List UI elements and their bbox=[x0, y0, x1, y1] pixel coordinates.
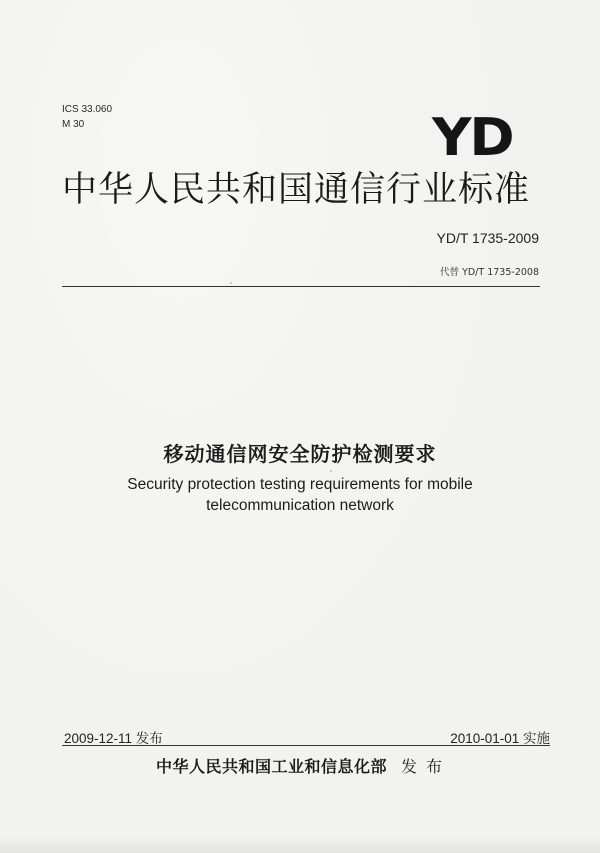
publisher-verb: 发 布 bbox=[400, 757, 445, 776]
publisher-name: 中华人民共和国工业和信息化部 bbox=[155, 757, 387, 776]
standard-number: YD/T 1735-2009 bbox=[436, 230, 539, 246]
scan-speck bbox=[230, 282, 232, 284]
issue-date: 2009-12-11 发布 bbox=[64, 731, 163, 746]
ccs-code: M 30 bbox=[62, 119, 85, 130]
document-title-english-line1: Security protection testing requirements for mobile bbox=[127, 476, 473, 493]
scan-speck bbox=[330, 470, 332, 472]
publisher bbox=[0, 754, 600, 777]
standard-category-title: 中华人民共和国通信行业标准 bbox=[62, 170, 531, 210]
yd-logo: YD bbox=[432, 108, 513, 168]
implementation-date: 2010-01-01 实施 bbox=[450, 731, 550, 746]
document-title-chinese: 移动通信网安全防护检测要求 bbox=[163, 442, 437, 466]
document-title-english bbox=[0, 474, 600, 516]
replaces-standard: 代替 YD/T 1735-2008 bbox=[440, 267, 539, 278]
footer-divider bbox=[62, 745, 550, 746]
header-divider bbox=[62, 286, 540, 287]
scan-edge-shadow bbox=[0, 836, 600, 853]
document-title-english-line2: telecommunication network bbox=[206, 497, 394, 514]
ics-code: ICS 33.060 bbox=[62, 104, 113, 115]
